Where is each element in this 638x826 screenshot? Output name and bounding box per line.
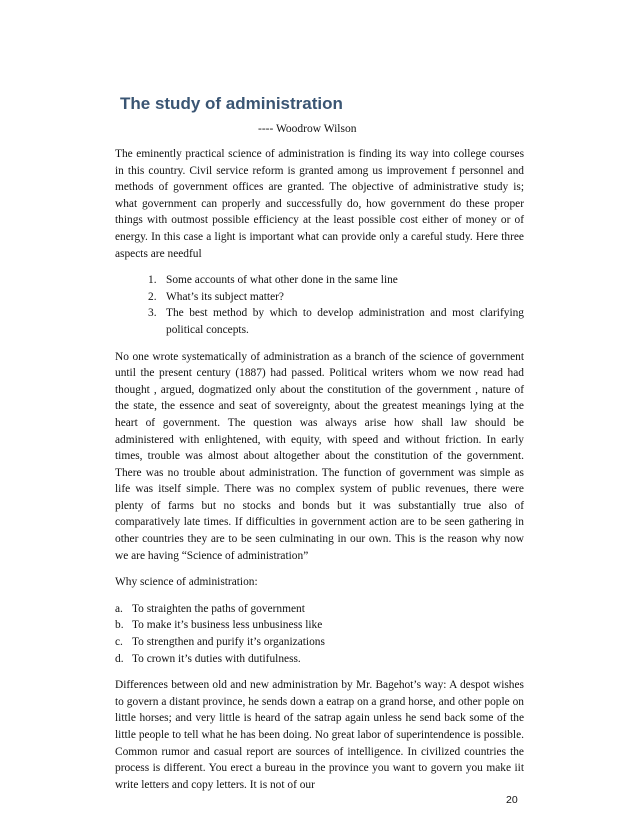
list-item-number: 3. [148,307,157,320]
why-heading: Why science of administration: [115,576,258,589]
intro-paragraph: The eminently practical science of administration is finding its way into college courses in this country. Civil service reform is granted among us improvement f personnel and methods of government offices are granted. The objective of administrative study is; what government can properly and successfully do, how government do these proper things with outmost possible efficiency at the least possible cost either of money or of energy. In this case a light is important what can provide only a careful study. Here three aspects are needful [115,148,524,260]
list-item-letter: b. [115,619,124,632]
list-item [115,634,524,651]
list-item-text: To make it’s business less unbusiness like [132,619,323,632]
list-item-letter: c. [115,636,123,649]
list-item-text: Some accounts of what other done in the same line [166,274,398,287]
body-content [115,146,524,793]
list-item [115,601,524,618]
list-item [148,272,524,289]
list-item-text: To crown it’s duties with dutifulness. [132,652,301,665]
list-item-number: 2. [148,290,157,303]
list-item [115,617,524,634]
list-item [148,289,524,306]
document-title: The study of administration [120,94,343,113]
list-item-number: 1. [148,274,157,287]
list-item-letter: d. [115,652,124,665]
list-item-text: To strengthen and purify it’s organizations [132,636,325,649]
list-item [148,305,524,338]
list-item-text: What’s its subject matter? [166,290,284,303]
history-paragraph: No one wrote systematically of administration as a branch of the science of government until the present century (1887) had passed. Political writers whom we now read had thought , argued, dogmatized only about the constitution of the government , nature of the state, the essence and seat of sovereignty, about the greatest meanings lying at the heart of government. The question was always arise how shall law should be administered with enlightened, with equity, with speed and without friction. In early times, trouble was almost about altogether about the constitution of the government. There was no trouble about administration. The function of government was simple as life was itself simple. There was no complex system of public revenues, there were plenty of farms but no stocks and bonds but it was substantially true also of comparatively late times. If difficulties in government action are to be seen gathering in other countries they are to be seen culminating in our own. This is the reason why now we are having “Science of administration” [115,350,524,562]
differences-paragraph: Differences between old and new administration by Mr. Bagehot’s way: A despot wishes to govern a distant province, he sends down a eatrap on a grand horse, and other pople on little horses; and very little is heard of the satrap again unless he send back some of the little people to tell what he has been doing. No great labor of superintendence is possible. Common rumor and casual report are sources of intelligence. In civilized countries the process is different. You erect a bureau in the province you want to govern you make iit write letters and copy letters. It is not of our [115,679,524,791]
author-line: ---- Woodrow Wilson [258,123,357,135]
list-item-text: The best method by which to develop administration and most clarifying political concepts. [166,307,524,336]
list-item-text: To straighten the paths of government [132,602,305,615]
page-number: 20 [506,794,518,806]
aspects-list [115,272,524,338]
list-item [115,651,524,668]
reasons-list [115,601,524,667]
list-item-letter: a. [115,602,123,615]
